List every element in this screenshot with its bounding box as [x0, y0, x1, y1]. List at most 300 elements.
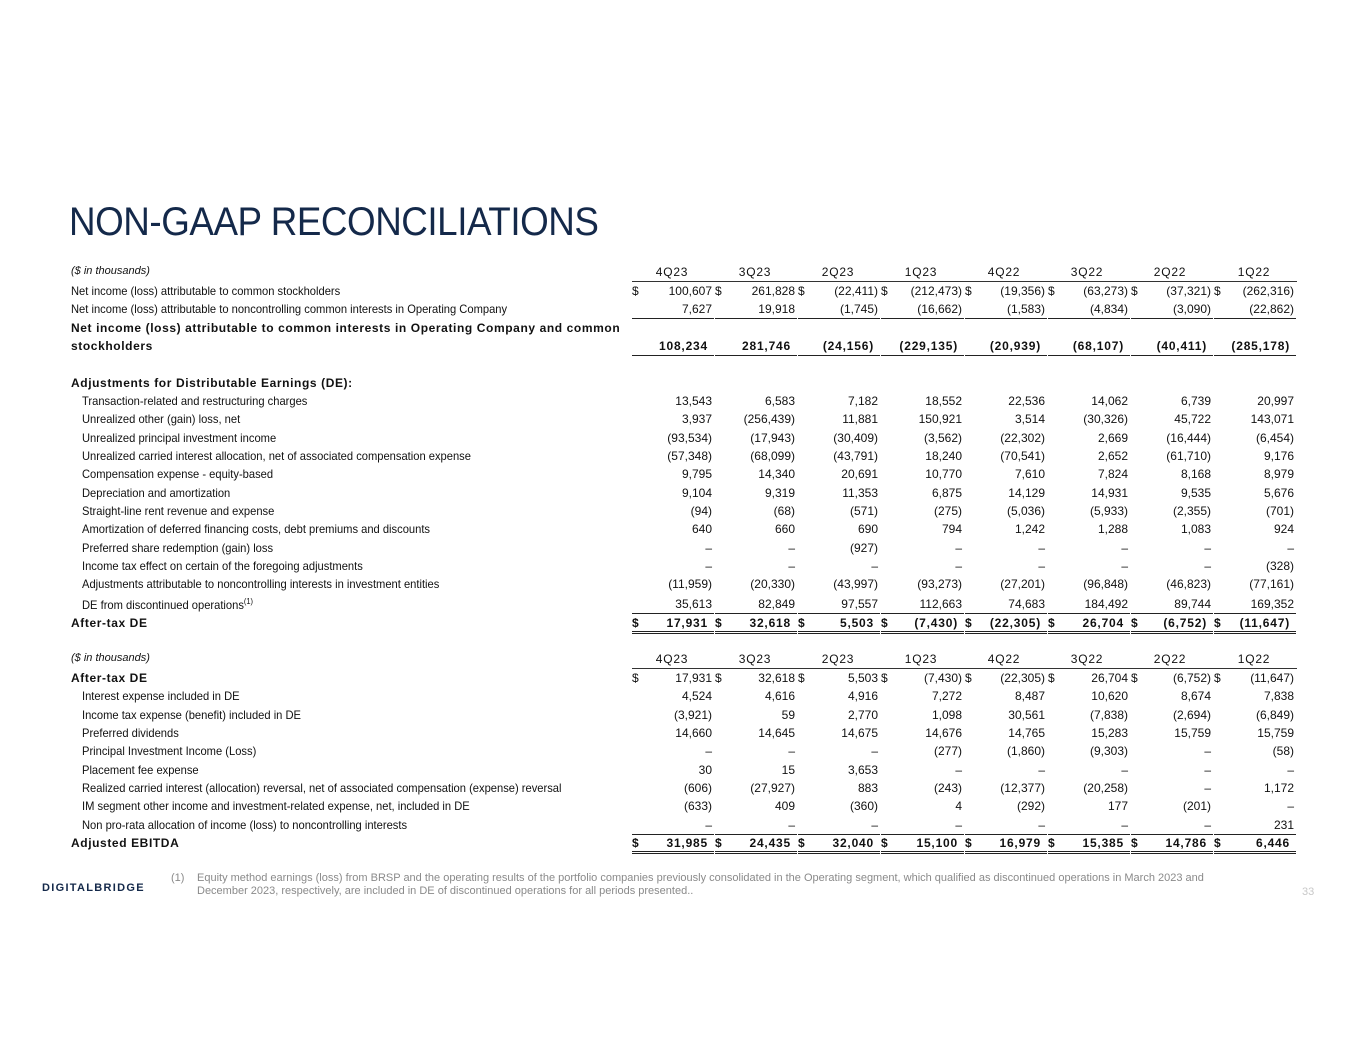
subtotal-line	[798, 318, 880, 319]
period-header: 3Q22	[1070, 265, 1104, 279]
value-cell	[1131, 522, 1211, 540]
period-header: 3Q23	[738, 652, 772, 666]
value-cell	[715, 541, 795, 559]
cell-value: 7,272	[931, 689, 962, 703]
value-cell	[965, 486, 1045, 504]
period-header: 1Q23	[904, 652, 938, 666]
value-cell	[1048, 522, 1128, 540]
cell-value: 8,168	[1180, 467, 1211, 481]
cell-value: –	[705, 559, 712, 573]
double-underline	[1131, 631, 1213, 634]
value-cell	[715, 449, 795, 467]
value-cell	[1131, 763, 1211, 781]
currency-symbol: $	[881, 284, 888, 298]
cell-value: –	[1038, 763, 1045, 777]
value-cell	[881, 284, 962, 302]
cell-value: 11,353	[842, 486, 878, 500]
cell-value: (22,411)	[834, 284, 878, 298]
value-cell	[715, 799, 795, 817]
subtotal-line	[715, 613, 797, 614]
value-cell	[965, 522, 1045, 540]
value-cell	[1214, 577, 1294, 595]
value-cell	[798, 284, 878, 302]
cell-value: 7,627	[681, 302, 712, 316]
cell-value: 89,744	[1174, 597, 1211, 611]
row-label: Preferred share redemption (gain) loss	[82, 541, 274, 555]
currency-symbol: $	[1214, 616, 1222, 630]
subtotal-line	[632, 318, 714, 319]
period-header: 2Q23	[821, 265, 855, 279]
currency-symbol: $	[798, 836, 806, 850]
value-cell	[632, 486, 712, 504]
cell-value: 883	[857, 781, 878, 795]
subtotal-line	[1048, 318, 1130, 319]
cell-value: 15,283	[1091, 726, 1128, 740]
row-label: Adjusted EBITDA	[71, 836, 180, 850]
cell-value: 6,875	[931, 486, 962, 500]
adjustment-row	[0, 577, 1365, 595]
value-cell	[1131, 467, 1211, 485]
subtotal-line	[715, 834, 797, 835]
cell-value: (256,439)	[743, 412, 795, 426]
cell-value: –	[705, 818, 712, 832]
double-underline	[881, 631, 964, 634]
cell-value: (93,273)	[917, 577, 962, 591]
cell-value: (2,355)	[1172, 504, 1211, 518]
adjustment-row	[0, 486, 1365, 504]
cell-value: (262,316)	[1242, 284, 1294, 298]
value-cell	[965, 799, 1045, 817]
after-tax-de-row	[0, 671, 1365, 689]
row-label: After-tax DE	[71, 616, 148, 630]
value-cell	[965, 431, 1045, 449]
cell-value: (20,939)	[989, 339, 1041, 353]
value-cell	[1048, 541, 1128, 559]
period-header: 4Q23	[655, 652, 689, 666]
cell-value: 1,172	[1263, 781, 1294, 795]
value-cell	[798, 504, 878, 522]
cell-value: 7,824	[1097, 467, 1128, 481]
subtotal-line	[1214, 834, 1296, 835]
row-label: Straight-line rent revenue and expense	[82, 504, 275, 518]
cell-value: (285,178)	[1231, 339, 1290, 353]
value-cell	[1214, 431, 1294, 449]
cell-value: 14,931	[1091, 486, 1128, 500]
value-cell	[632, 744, 712, 762]
cell-value: 32,618	[758, 671, 795, 685]
adjustment-row	[0, 394, 1365, 412]
value-cell	[798, 577, 878, 595]
cell-value: –	[1204, 818, 1211, 832]
cell-value: (94)	[690, 504, 712, 518]
value-cell	[715, 671, 795, 689]
value-cell	[881, 726, 962, 744]
double-underline	[1214, 631, 1296, 634]
cell-value: 10,770	[925, 467, 962, 481]
cell-value: 74,683	[1008, 597, 1045, 611]
cell-value: (6,849)	[1255, 708, 1294, 722]
net-income-common-row	[0, 284, 1365, 302]
value-cell	[632, 522, 712, 540]
value-cell	[798, 689, 878, 707]
cell-value: 20,691	[841, 467, 878, 481]
cell-value: (927)	[849, 541, 878, 555]
cell-value: (3,090)	[1172, 302, 1211, 316]
subtotal-line	[881, 613, 964, 614]
value-cell	[632, 449, 712, 467]
cell-value: (24,156)	[822, 339, 874, 353]
cell-value: (5,933)	[1089, 504, 1128, 518]
row-label: Placement fee expense	[82, 763, 199, 777]
cell-value: –	[1204, 559, 1211, 573]
value-cell	[632, 394, 712, 412]
adjustments-header	[0, 376, 1365, 394]
cell-value: 30	[698, 763, 712, 777]
cell-value: 15,385	[1082, 836, 1124, 850]
cell-value: 112,663	[919, 597, 962, 611]
units-label: ($ in thousands)	[71, 652, 150, 664]
cell-value: (6,752)	[1172, 671, 1211, 685]
cell-value: 14,765	[1008, 726, 1045, 740]
value-cell	[965, 781, 1045, 799]
cell-value: –	[871, 818, 878, 832]
value-cell	[632, 671, 712, 689]
value-cell	[965, 726, 1045, 744]
double-underline	[632, 631, 714, 634]
value-cell	[965, 394, 1045, 412]
subtotal-line	[798, 613, 880, 614]
cell-value: (11,647)	[1239, 616, 1290, 630]
cell-value: 97,557	[841, 597, 878, 611]
cell-value: –	[1121, 541, 1128, 555]
value-cell	[715, 431, 795, 449]
cell-value: 15,100	[916, 836, 958, 850]
cell-value: 1,242	[1014, 522, 1045, 536]
value-cell	[715, 504, 795, 522]
cell-value: 3,514	[1014, 412, 1045, 426]
cell-value: 409	[774, 799, 795, 813]
company-logo: DIGITALBRIDGE	[42, 882, 145, 894]
subtotal-line	[1214, 318, 1296, 319]
currency-symbol: $	[965, 671, 972, 685]
currency-symbol: $	[632, 836, 640, 850]
row-label: Adjustments attributable to noncontrolling interests in investment entities	[82, 577, 440, 591]
currency-symbol: $	[1048, 836, 1056, 850]
period-header: 3Q22	[1070, 652, 1104, 666]
cell-value: 261,828	[751, 284, 795, 298]
cell-value: 9,176	[1263, 449, 1294, 463]
currency-symbol: $	[1131, 616, 1139, 630]
cell-value: 6,446	[1255, 836, 1290, 850]
currency-symbol: $	[715, 836, 723, 850]
cell-value: 1,083	[1180, 522, 1211, 536]
cell-value: 17,931	[666, 616, 708, 630]
currency-symbol: $	[881, 671, 888, 685]
cell-value: 169,352	[1250, 597, 1294, 611]
cell-value: (70,541)	[1000, 449, 1045, 463]
cell-value: –	[1204, 541, 1211, 555]
cell-value: (20,330)	[750, 577, 795, 591]
cell-value: 794	[941, 522, 962, 536]
cell-value: (16,662)	[917, 302, 962, 316]
cell-value: (61,710)	[1166, 449, 1211, 463]
value-cell	[1214, 467, 1294, 485]
cell-value: 6,739	[1180, 394, 1211, 408]
cell-value: 14,062	[1091, 394, 1128, 408]
cell-value: (63,273)	[1083, 284, 1128, 298]
period-header: 1Q23	[904, 265, 938, 279]
cell-value: 15	[781, 763, 795, 777]
value-cell	[632, 708, 712, 726]
cell-value: –	[871, 744, 878, 758]
currency-symbol: $	[715, 284, 722, 298]
adjustment-row	[0, 541, 1365, 559]
cell-value: –	[705, 744, 712, 758]
total-line	[1131, 355, 1213, 356]
cell-value: 5,503	[847, 671, 878, 685]
value-cell	[715, 486, 795, 504]
cell-value: –	[1038, 818, 1045, 832]
period-header: 2Q23	[821, 652, 855, 666]
adjustment-row	[0, 467, 1365, 485]
cell-value: –	[1204, 763, 1211, 777]
cell-value: (12,377)	[1000, 781, 1045, 795]
cell-value: (212,473)	[910, 284, 962, 298]
value-cell	[881, 799, 962, 817]
value-cell	[1131, 726, 1211, 744]
subtotal-line	[881, 834, 964, 835]
currency-symbol: $	[1048, 616, 1056, 630]
value-cell	[881, 449, 962, 467]
cell-value: (30,409)	[833, 431, 878, 445]
value-cell	[881, 689, 962, 707]
value-cell	[1131, 449, 1211, 467]
cell-value: 2,770	[847, 708, 878, 722]
adjustment-row	[0, 412, 1365, 430]
double-underline	[798, 851, 880, 854]
cell-value: 11,881	[842, 412, 878, 426]
ebitda-adjustment-row	[0, 763, 1365, 781]
cell-value: –	[788, 541, 795, 555]
value-cell	[1214, 486, 1294, 504]
double-underline	[1214, 851, 1296, 854]
cell-value: –	[1287, 541, 1294, 555]
value-cell	[1048, 486, 1128, 504]
value-cell	[715, 708, 795, 726]
value-cell	[715, 577, 795, 595]
value-cell	[1131, 284, 1211, 302]
cell-value: –	[871, 559, 878, 573]
value-cell	[1131, 559, 1211, 577]
total-line	[881, 355, 964, 356]
value-cell	[965, 541, 1045, 559]
period-header: 4Q22	[987, 652, 1021, 666]
double-underline	[965, 631, 1047, 634]
value-cell	[798, 726, 878, 744]
cell-value: (1,745)	[839, 302, 878, 316]
cell-value: (43,791)	[833, 449, 878, 463]
value-cell	[1131, 412, 1211, 430]
cell-value: (328)	[1265, 559, 1294, 573]
value-cell	[1131, 431, 1211, 449]
value-cell	[881, 763, 962, 781]
cell-value: (243)	[933, 781, 962, 795]
value-cell	[632, 467, 712, 485]
cell-value: –	[955, 559, 962, 573]
subtotal-line	[1048, 834, 1130, 835]
value-cell	[1214, 671, 1294, 689]
value-cell	[881, 504, 962, 522]
subtotal-line	[632, 834, 714, 835]
cell-value: (6,454)	[1255, 431, 1294, 445]
cell-value: –	[788, 559, 795, 573]
double-underline	[965, 851, 1047, 854]
cell-value: (68,107)	[1072, 339, 1124, 353]
cell-value: (275)	[933, 504, 962, 518]
cell-value: 8,674	[1180, 689, 1211, 703]
cell-value: (68)	[773, 504, 795, 518]
cell-value: 20,997	[1257, 394, 1294, 408]
currency-symbol: $	[881, 836, 889, 850]
cell-value: 24,435	[749, 836, 791, 850]
cell-value: 640	[691, 522, 712, 536]
cell-value: –	[1038, 541, 1045, 555]
currency-symbol: $	[632, 616, 640, 630]
value-cell	[881, 412, 962, 430]
total-line	[965, 355, 1047, 356]
value-cell	[798, 781, 878, 799]
row-label: Realized carried interest (allocation) reversal, net of associated compensation (expense) reversal	[82, 781, 562, 795]
value-cell	[965, 708, 1045, 726]
value-cell	[632, 763, 712, 781]
cell-value: –	[955, 541, 962, 555]
cell-value: –	[1038, 559, 1045, 573]
total-line	[632, 355, 714, 356]
cell-value: (1,583)	[1006, 302, 1045, 316]
currency-symbol: $	[1131, 284, 1138, 298]
cell-value: 26,704	[1091, 671, 1128, 685]
cell-value: (360)	[849, 799, 878, 813]
cell-value: 18,552	[925, 394, 962, 408]
cell-value: (11,647)	[1250, 671, 1294, 685]
value-cell	[632, 799, 712, 817]
value-cell	[881, 431, 962, 449]
period-header: 4Q22	[987, 265, 1021, 279]
currency-symbol: $	[1214, 836, 1222, 850]
subtotal-line	[1131, 318, 1213, 319]
cell-value: (19,356)	[1000, 284, 1045, 298]
cell-value: 150,921	[918, 412, 962, 426]
cell-value: 14,660	[675, 726, 712, 740]
cell-value: 5,503	[839, 616, 874, 630]
value-cell	[1214, 781, 1294, 799]
value-cell	[1214, 799, 1294, 817]
footnote-number: (1)	[171, 872, 185, 884]
cell-value: 177	[1107, 799, 1128, 813]
cell-value: (201)	[1182, 799, 1211, 813]
value-cell	[1214, 559, 1294, 577]
subtotal-line	[1131, 834, 1213, 835]
period-header: 2Q22	[1153, 652, 1187, 666]
value-cell	[798, 708, 878, 726]
cell-value: 32,618	[749, 616, 791, 630]
cell-value: (77,161)	[1249, 577, 1294, 591]
cell-value: 4	[955, 799, 962, 813]
value-cell	[715, 412, 795, 430]
cell-value: 15,759	[1257, 726, 1294, 740]
double-underline	[798, 631, 880, 634]
cell-value: –	[788, 744, 795, 758]
cell-value: 1,288	[1097, 522, 1128, 536]
value-cell	[798, 744, 878, 762]
value-cell	[632, 541, 712, 559]
value-cell	[798, 486, 878, 504]
value-cell	[1048, 799, 1128, 817]
value-cell	[1214, 522, 1294, 540]
cell-value: 9,104	[681, 486, 712, 500]
cell-value: 7,838	[1263, 689, 1294, 703]
cell-value: 7,610	[1014, 467, 1045, 481]
value-cell	[965, 671, 1045, 689]
value-cell	[1214, 726, 1294, 744]
cell-value: (58)	[1272, 744, 1294, 758]
cell-value: (633)	[683, 799, 712, 813]
double-underline	[1048, 851, 1130, 854]
cell-value: –	[788, 818, 795, 832]
subtotal-line	[632, 613, 714, 614]
row-label: Preferred dividends	[82, 726, 179, 740]
cell-value: 18,240	[925, 449, 962, 463]
cell-value: (22,305)	[1000, 671, 1045, 685]
value-cell	[1131, 689, 1211, 707]
cell-value: 32,040	[832, 836, 874, 850]
row-label: Unrealized carried interest allocation, net of associated compensation expense	[82, 449, 471, 463]
row-label: Amortization of deferred financing costs, debt premiums and discounts	[82, 522, 431, 536]
value-cell	[1048, 449, 1128, 467]
cell-value: 5,676	[1263, 486, 1294, 500]
row-label: Interest expense included in DE	[82, 689, 240, 703]
net-income-total-label-row	[0, 321, 1365, 339]
value-cell	[1214, 504, 1294, 522]
cell-value: –	[1204, 781, 1211, 795]
value-cell	[1048, 726, 1128, 744]
cell-value: (11,959)	[668, 577, 712, 591]
value-cell	[798, 541, 878, 559]
row-label: Net income (loss) attributable to common stockholders	[71, 284, 341, 298]
row-label: Non pro-rata allocation of income (loss) to noncontrolling interests	[82, 818, 408, 832]
currency-symbol: $	[1048, 284, 1055, 298]
header-underline	[632, 668, 1297, 669]
footnote-ref: (1)	[243, 597, 254, 606]
cell-value: 22,536	[1008, 394, 1045, 408]
value-cell	[798, 522, 878, 540]
subtotal-line	[881, 318, 964, 319]
double-underline	[715, 851, 797, 854]
value-cell	[798, 431, 878, 449]
cell-value: 14,340	[758, 467, 795, 481]
cell-value: 100,607	[668, 284, 712, 298]
header-underline	[632, 281, 1297, 282]
cell-value: (40,411)	[1156, 339, 1207, 353]
cell-value: (9,303)	[1089, 744, 1128, 758]
cell-value: (606)	[683, 781, 712, 795]
cell-value: 19,918	[758, 302, 795, 316]
currency-symbol: $	[798, 616, 806, 630]
value-cell	[1048, 284, 1128, 302]
value-cell	[632, 504, 712, 522]
cell-value: (5,036)	[1006, 504, 1045, 518]
cell-value: (7,430)	[923, 671, 962, 685]
